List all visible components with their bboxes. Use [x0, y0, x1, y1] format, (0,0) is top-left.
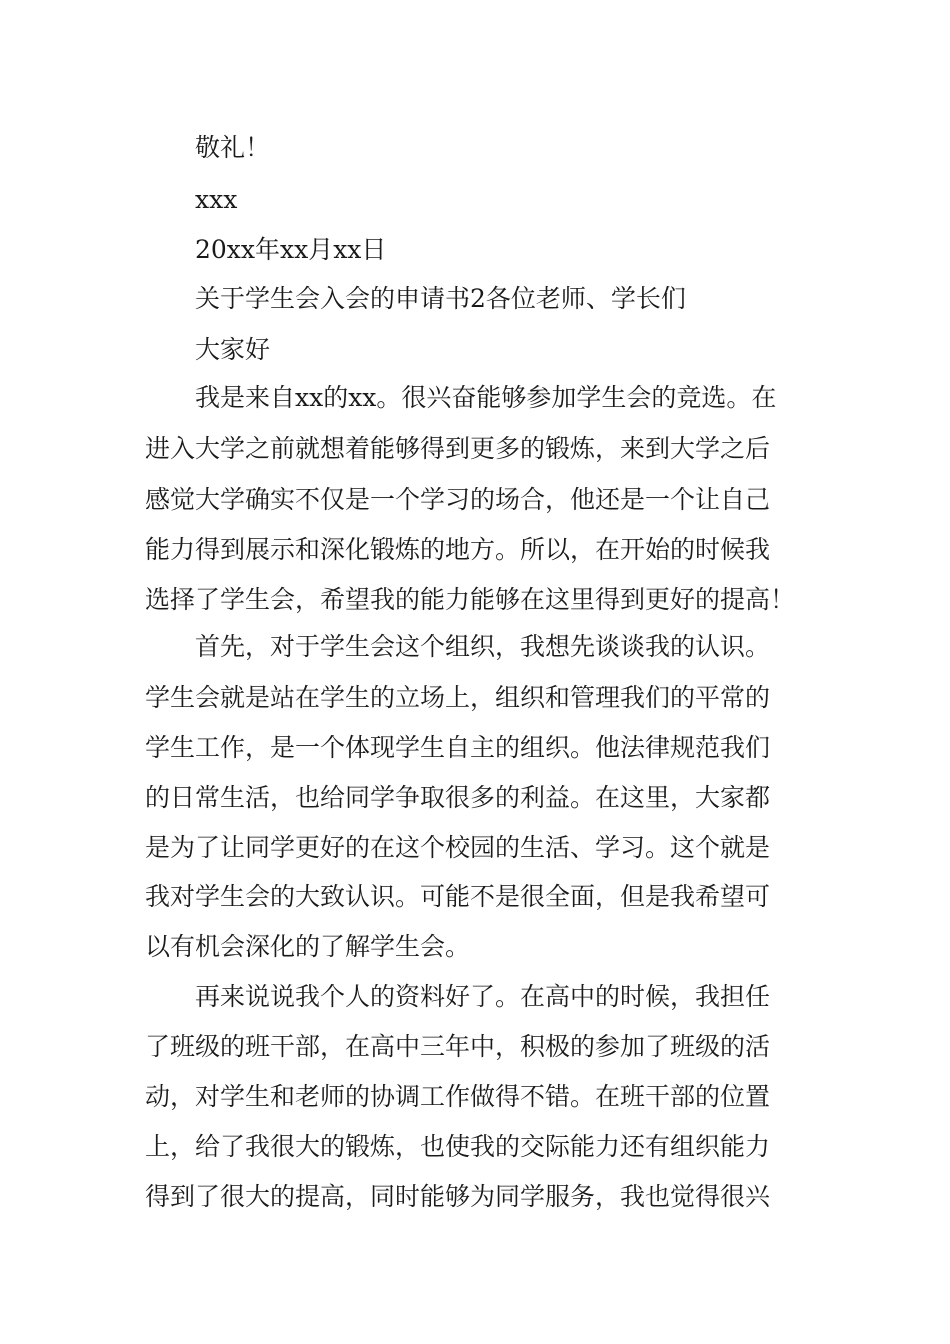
paragraph-line: 我对学生会的大致认识。可能不是很全面，但是我希望可 [145, 882, 771, 911]
paragraph-line: 得到了很大的提高，同时能够为同学服务，我也觉得很兴 [145, 1182, 771, 1211]
paragraph-line: 学生工作，是一个体现学生自主的组织。他法律规范我们 [145, 733, 771, 762]
paragraph-line: 以有机会深化的了解学生会。 [145, 932, 471, 961]
paragraph-line: 能力得到展示和深化锻炼的地方。所以，在开始的时候我 [145, 535, 771, 564]
paragraph-line: 是为了让同学更好的在这个校园的生活、学习。这个就是 [145, 833, 771, 862]
paragraph-line: 学生会就是站在学生的立场上，组织和管理我们的平常的 [145, 683, 771, 712]
paragraph-line: 进入大学之前就想着能够得到更多的锻炼，来到大学之后 [145, 434, 771, 463]
paragraph-line: 选择了学生会，希望我的能力能够在这里得到更好的提高！ [145, 585, 796, 614]
date-text: 20xx年xx月xx日 [195, 235, 387, 264]
closing-text: 敬礼！ [195, 133, 271, 162]
paragraph-line: 动，对学生和老师的协调工作做得不错。在班干部的位置 [145, 1082, 771, 1111]
paragraph-line: 感觉大学确实不仅是一个学习的场合，他还是一个让自己 [145, 485, 771, 514]
paragraph-line: 再来说说我个人的资料好了。在高中的时候，我担任 [195, 982, 771, 1011]
paragraph-line: 我是来自xx的xx。很兴奋能够参加学生会的竞选。在 [195, 383, 777, 412]
paragraph-line: 了班级的班干部，在高中三年中，积极的参加了班级的活 [145, 1032, 771, 1061]
signature-text: xxx [195, 185, 238, 214]
paragraph-line: 首先，对于学生会这个组织，我想先谈谈我的认识。 [195, 632, 771, 661]
paragraph-line: 的日常生活，也给同学争取很多的利益。在这里，大家都 [145, 783, 771, 812]
greeting-text: 大家好 [195, 335, 271, 364]
document-heading: 关于学生会入会的申请书2各位老师、学长们 [195, 284, 686, 313]
paragraph-line: 上，给了我很大的锻炼，也使我的交际能力还有组织能力 [145, 1132, 771, 1161]
